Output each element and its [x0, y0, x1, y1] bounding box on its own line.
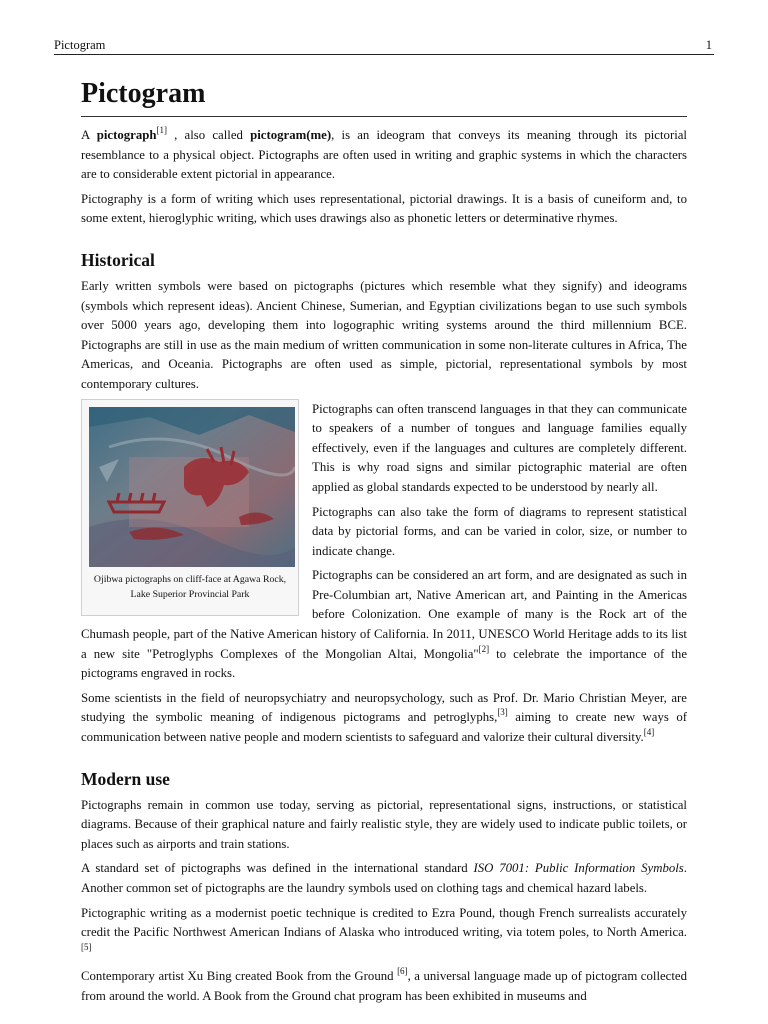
historical-paragraph: Pictographs can be considered an art form, and are designated as such in Pre-Columbian art, Native American art, and Painting in the Americas before Colonization. One example of many is the Rock art of the Chumash people, part of the Native American history of California. In 2011, UNESCO World Heritage adds to its list a new site "Petroglyphs Complexes of the Mongolian Altai, Mongolia"[2] to celebrate the importance of the pictograms engraved in rocks. [81, 568, 687, 681]
modern-paragraph: Pictographic writing as a modernist poetic technique is credited to Ezra Pound, though French surrealists accurately credit the Pacific Northwest American Indians of Alaska who introduced writing, via totem poles, to North America.[5] [81, 905, 687, 952]
intro-paragraph: A pictograph[1] , also called pictogram(me), is an ideogram that conveys its meaning through its pictorial resemblance to a physical object. Pictographs are often used in writing and graphic systems in which the characters are to considerable extent pictorial in appearance. [81, 125, 687, 182]
rock-art-image[interactable] [89, 407, 295, 567]
modern-paragraph: A standard set of pictographs was defined in the international standard ISO 7001: Public Information Symbols. Another common set of pictographs are the laundry symbols used on clothing tags and chemical hazard labels. [81, 861, 687, 895]
figure-caption: Ojibwa pictographs on cliff-face at Agawa Rock, Lake Superior Provincial Park [93, 573, 287, 600]
article-body [81, 76, 687, 1007]
intro-paragraph: Pictography is a form of writing which uses representational, pictorial drawings. It is a basis of cuneiform and, to some extent, hieroglyphic writing, which uses drawings also as phonetic letters or determinative rhymes. [81, 191, 687, 226]
modern-paragraph: Pictographs remain in common use today, serving as pictorial, representational signs, instructions, or statistical diagrams. Because of their graphical nature and fairly realistic style, they are widely used to indicate public toilets, or places such as airports and train stations. [81, 797, 687, 851]
running-title: Pictogram [54, 38, 106, 52]
historical-paragraph: Pictographs can also take the form of diagrams to represent statistical data by pictorial forms, and can be varied in color, size, or number to indicate change. [312, 504, 687, 558]
reference-link[interactable]: [6] [397, 966, 408, 977]
term-pictogram: pictogram(me) [250, 128, 332, 142]
running-header [54, 36, 714, 55]
section-heading-historical: Historical [81, 249, 155, 270]
section-heading-modern-use: Modern use [81, 768, 170, 789]
page-number: 1 [705, 38, 712, 52]
reference-link[interactable]: [1] [156, 125, 167, 135]
historical-paragraph: Some scientists in the field of neuropsychiatry and neuropsychology, such as Prof. Dr. Mario Christian Meyer, are studying the symbolic meaning of indigenous pictograms and petroglyphs,[3] aiming to create new ways of communication between native people and modern scientists to safeguard and valorize their cultural diversity.[4] [81, 690, 687, 745]
figure-ojibwa-pictographs [81, 399, 299, 616]
standard-title: ISO 7001: Public Information Symbols [473, 861, 684, 876]
historical-paragraph: Pictographs can often transcend languages in that they can communicate to speakers of a number of tongues and language families equally effectively, even if the languages and cultures are completely different. This is why road signs and similar pictographic material are often applied as global standards expected to be understood by nearly all. [312, 401, 687, 494]
modern-paragraph: Contemporary artist Xu Bing created Book from the Ground [6], a universal language made up of pictogram collected from around the world. A Book from the Ground chat program has been exhibited in museums and [81, 966, 687, 1003]
historical-paragraph: Early written symbols were based on pictographs (pictures which resemble what they signify) and ideograms (symbols which represent ideas). Ancient Chinese, Sumerian, and Egyptian civilizations began to use such symbols over 5000 years ago, developing them into logographic writing systems around the third millennium BCE. Pictographs are still in use as the main medium of written communication in some non-literate cultures in Africa, The Americas, and Oceania. Pictographs are often used as simple, pictorial, representational symbols by most contemporary cultures. [81, 278, 687, 391]
rock-art-photo [89, 407, 295, 567]
reference-link[interactable]: [2] [478, 643, 490, 654]
reference-link[interactable]: [3] [497, 707, 508, 718]
term-pictograph: pictograph [96, 128, 157, 142]
reference-link[interactable]: [4] [643, 727, 655, 738]
page-title: Pictogram [81, 76, 687, 117]
reference-link[interactable]: [5] [81, 941, 92, 952]
